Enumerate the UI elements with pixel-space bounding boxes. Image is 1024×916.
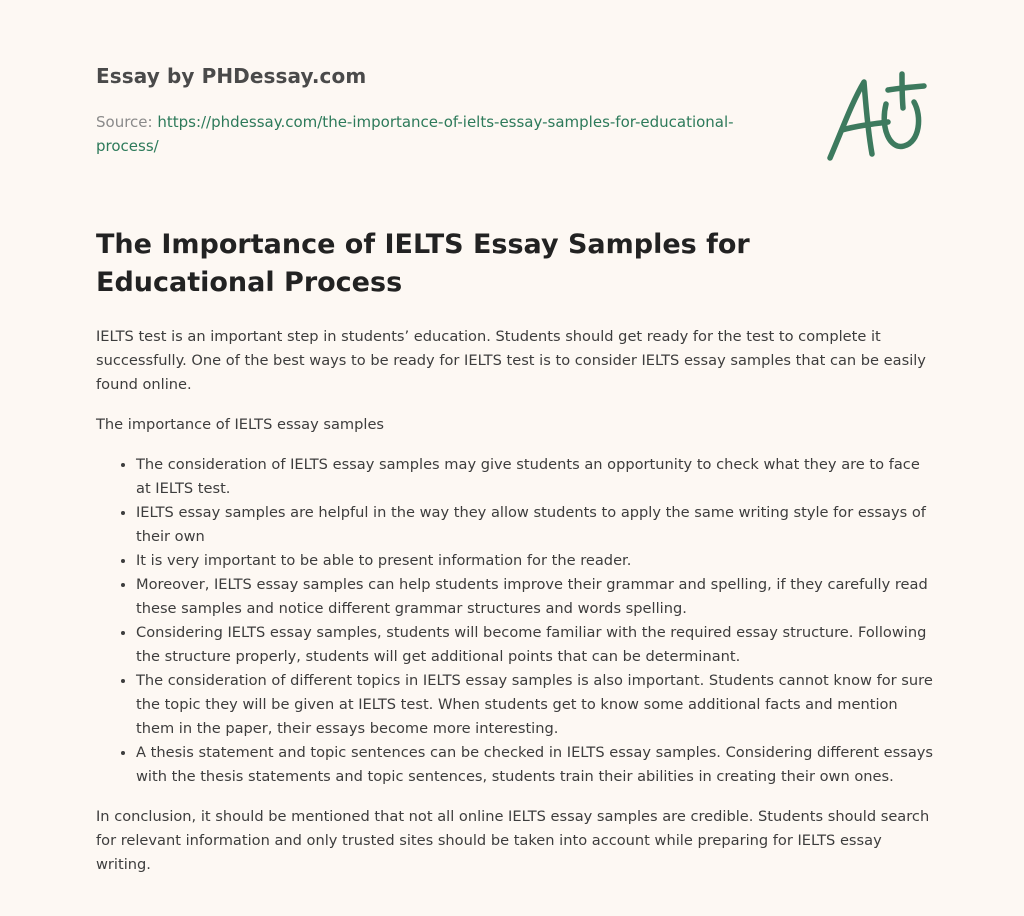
list-item: • Considering IELTS essay samples, students will become familiar with the required essay structure. Following the structure properly, students will get additional points that can be determinant.: [136, 621, 936, 669]
list-item: • Moreover, IELTS essay samples can help students improve their grammar and spelling, if they carefully read these samples and notice different grammar structures and words spelling.: [136, 573, 936, 621]
source-line: [96, 110, 756, 158]
list-item: • A thesis statement and topic sentences can be checked in IELTS essay samples. Considering different essays with the thesis statements and topic sentences, students train their abilities in creating their own ones.: [136, 741, 936, 789]
section-subheading: The importance of IELTS essay samples: [96, 416, 385, 433]
article-body: [96, 325, 936, 893]
conclusion-paragraph: In conclusion, it should be mentioned that not all online IELTS essay samples are credible. Students should search for relevant information and only trusted sites should be taken into account while preparing for IELTS essay writing.: [96, 808, 930, 873]
article-title: The Importance of IELTS Essay Samples for Educational Process: [96, 229, 750, 298]
plus-horizontal-stroke: [888, 86, 924, 90]
list-item: • The consideration of different topics in IELTS essay samples is also important. Students cannot know for sure the topic they will be given at IELTS test. When students get to know some additional facts and mention them in the paper, their essays become more interesting.: [136, 669, 936, 741]
list-item: • IELTS essay samples are helpful in the way they allow students to apply the same writing style for essays of their own: [136, 501, 936, 549]
importance-list: [96, 453, 936, 789]
source-link[interactable]: https://phdessay.com/the-importance-of-ielts-essay-samples-for-educational-process/: [96, 113, 734, 155]
a-plus-grade-icon: [822, 68, 932, 168]
source-label: Source:: [96, 113, 158, 131]
list-item: • It is very important to be able to present information for the reader.: [136, 549, 936, 573]
brand-title: Essay by PHDessay.com: [96, 64, 367, 88]
a-letter-stroke: [830, 82, 872, 158]
list-item: • The consideration of IELTS essay samples may give students an opportunity to check what they are to face at IELTS test.: [136, 453, 936, 501]
intro-paragraph: IELTS test is an important step in students’ education. Students should get ready for the test to complete it successfully. One of the best ways to be ready for IELTS test is to consider IELTS essay samples that can be easily found online.: [96, 328, 926, 393]
a-crossbar-stroke: [842, 122, 888, 130]
plus-vertical-stroke: [902, 74, 903, 108]
